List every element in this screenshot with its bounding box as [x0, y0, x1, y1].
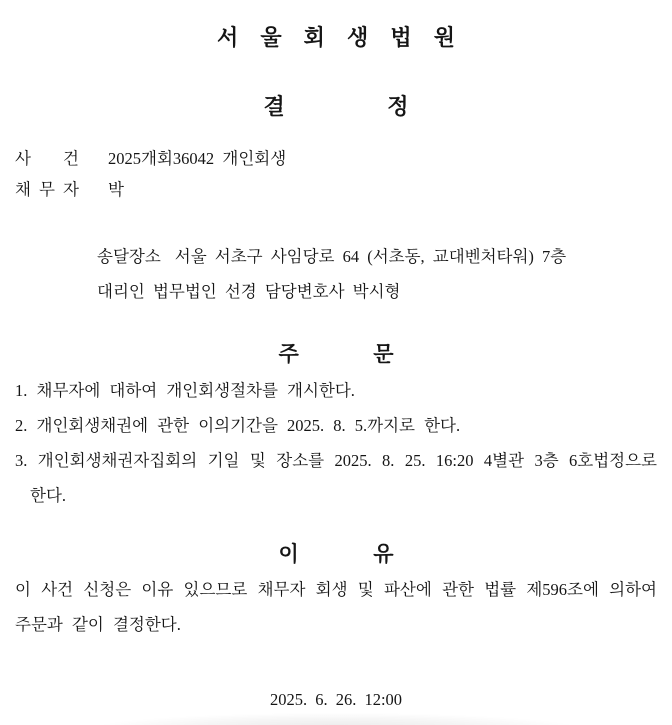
debtor-label: [15, 174, 79, 205]
order-item-3: 3. 개인회생채권자집회의 기일 및 장소를 2025. 8. 25. 16:20 4별관 3층 6호법정으로 한다.: [15, 451, 657, 505]
reason-header-char: 유: [373, 543, 394, 566]
service-address-row: [97, 239, 657, 274]
decision-title: [0, 95, 672, 119]
document-body: [15, 143, 657, 717]
reason-paragraph: 이 사건 신청은 이유 있으므로 채무자 회생 및 파산에 관한 법률 제596조에 의하여 주문과 같이 결정한다.: [15, 580, 657, 634]
debtor-label-char: 자: [63, 180, 79, 199]
order-items-list: [15, 373, 657, 513]
reason-header-char: 이: [278, 543, 299, 566]
order-header-char: 주: [278, 343, 299, 366]
decision-datetime: 2025. 6. 26. 12:00: [269, 690, 403, 709]
case-number-row: [15, 143, 657, 174]
case-label-char: 사: [15, 149, 31, 168]
case-label: [15, 143, 79, 174]
reason-section-header: [15, 543, 657, 567]
order-item-2: 2. 개인회생채권에 관한 이의기간을 2025. 8. 5.까지로 한다.: [15, 416, 461, 435]
order-section-header: [15, 343, 657, 367]
decision-title-char: 정: [387, 94, 409, 119]
case-label-char: 건: [63, 149, 79, 168]
debtor-label-char: 무: [39, 180, 55, 199]
court-name-title: 서 울 회 생 법 원: [216, 25, 464, 50]
service-address-block: [15, 239, 657, 309]
decision-title-char: 결: [263, 94, 285, 119]
order-item-1: 1. 채무자에 대하여 개인회생절차를 개시한다.: [15, 381, 355, 400]
attorney-row: 대리인 법무법인 선경 담당변호사 박시형: [97, 282, 401, 301]
case-number-value: 2025개회36042 개인회생: [108, 149, 287, 168]
debtor-name-value: 박: [108, 180, 124, 199]
case-info-block: [15, 143, 657, 205]
service-address-label: 송달장소: [97, 247, 161, 266]
service-address-value: 서울 서초구 사임당로 64 (서초동, 교대벤처타워) 7층: [174, 247, 567, 266]
debtor-label-char: 채: [15, 180, 31, 199]
debtor-row: [15, 174, 657, 205]
order-header-char: 문: [373, 343, 394, 366]
